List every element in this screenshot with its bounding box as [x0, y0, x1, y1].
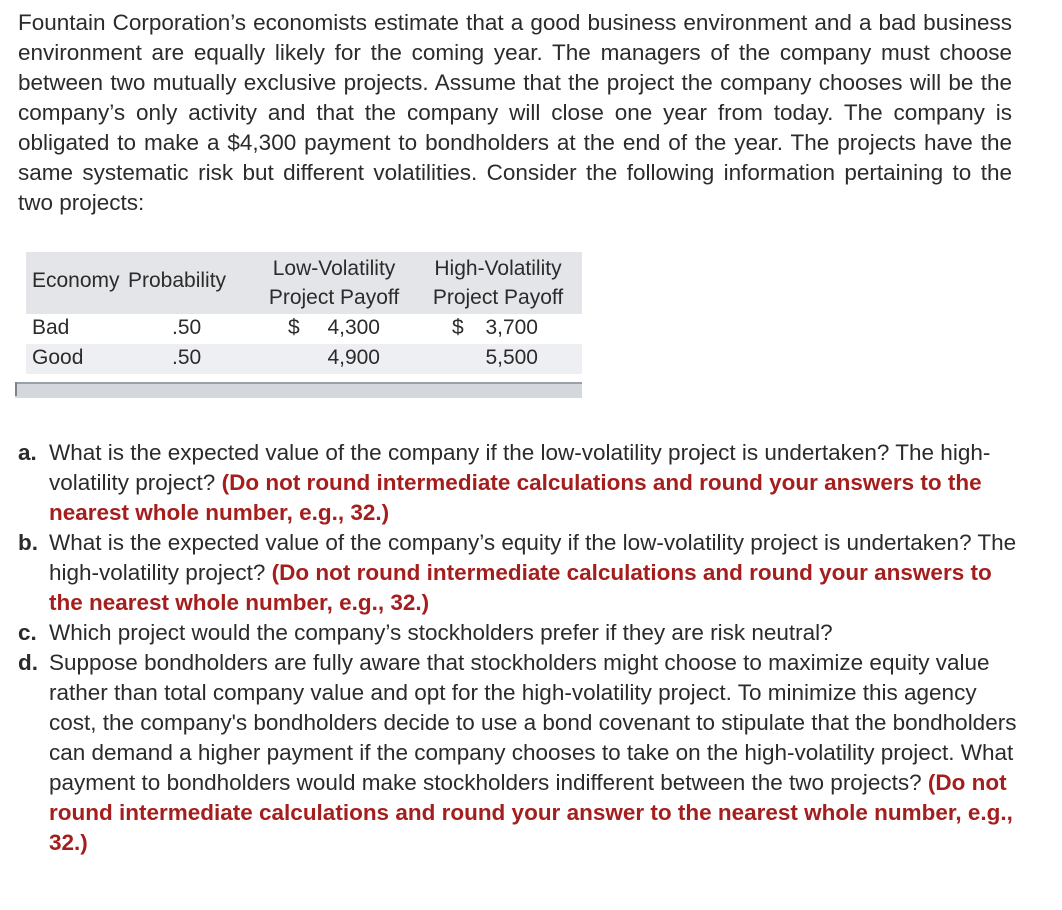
question-a: [18, 438, 1018, 528]
table-row: [26, 314, 582, 344]
question-note: (Do not round intermediate calculations and round your answers to the nearest whole number, e.g., 32.): [49, 470, 982, 525]
question-letter: d.: [18, 650, 38, 675]
question-note: (Do not round intermediate calculations and round your answer to the nearest whole number, e.g., 32.): [49, 770, 1013, 855]
problem-intro: Fountain Corporation’s economists estimate that a good business environment and a bad business environment are equally likely for the coming year. The managers of the company must choose between two mutually exclusive projects. Assume that the project the company chooses will be the company’s only activity and that the company will close one year from today. The company is obligated to make a $4,300 payment to bondholders at the end of the year. The projects have the same systematic risk but different volatilities. Consider the following information pertaining to the two projects:: [18, 10, 1012, 215]
payoff-table: [26, 252, 582, 374]
row-low-payoff: [288, 346, 380, 374]
low-payoff-value: 4,300: [327, 316, 380, 339]
row-low-payoff: [288, 316, 380, 344]
row-economy: Bad: [32, 316, 70, 339]
question-note: (Do not round intermediate calculations and round your answers to the nearest whole number, e.g., 32.): [49, 560, 992, 615]
row-probability: .50: [172, 346, 202, 369]
header-low-line2: Project Payoff: [268, 286, 400, 309]
question-text: What is the expected value of the company’s equity if the low-volatility project is undertaken? The high-volatility project?: [49, 530, 1017, 585]
row-economy: Good: [32, 346, 84, 369]
question-text: What is the expected value of the company if the low-volatility project is undertaken? The high-volatility project?: [49, 440, 991, 495]
row-high-payoff: [452, 316, 538, 344]
row-high-payoff: [452, 346, 538, 374]
table-scrollbar[interactable]: [15, 382, 582, 398]
question-list: [18, 438, 1018, 858]
header-low-line1: Low-Volatility: [272, 257, 396, 280]
question-letter: a.: [18, 440, 37, 465]
dollar-sign: $: [288, 316, 300, 339]
question-d: [18, 648, 1018, 858]
table-row: [26, 344, 582, 374]
question-text: Which project would the company’s stockholders prefer if they are risk neutral?: [49, 620, 833, 645]
low-payoff-value: 4,900: [327, 346, 380, 369]
question-c: [18, 618, 1018, 648]
high-payoff-value: 3,700: [485, 316, 538, 339]
question-text: Suppose bondholders are fully aware that stockholders might choose to maximize equity value rather than total company value and opt for the high-volatility project. To minimize this agency cost, the company's bondholders decide to use a bond covenant to stipulate that the bondholders can demand a higher payment if the company chooses to take on the high-volatility project. What payment to bondholders would make stockholders indifferent between the two projects?: [49, 650, 1017, 795]
header-economy: Economy: [32, 269, 120, 292]
scrollbar-edge: [15, 382, 17, 396]
high-payoff-value: 5,500: [485, 346, 538, 369]
header-probability: Probability: [128, 269, 227, 292]
header-high-line2: Project Payoff: [432, 286, 564, 309]
question-letter: b.: [18, 530, 38, 555]
table-header: [26, 252, 582, 314]
header-high-line1: High-Volatility: [434, 257, 562, 280]
question-b: [18, 528, 1018, 618]
question-letter: c.: [18, 620, 37, 645]
dollar-sign: $: [452, 316, 464, 339]
row-probability: .50: [172, 316, 202, 339]
